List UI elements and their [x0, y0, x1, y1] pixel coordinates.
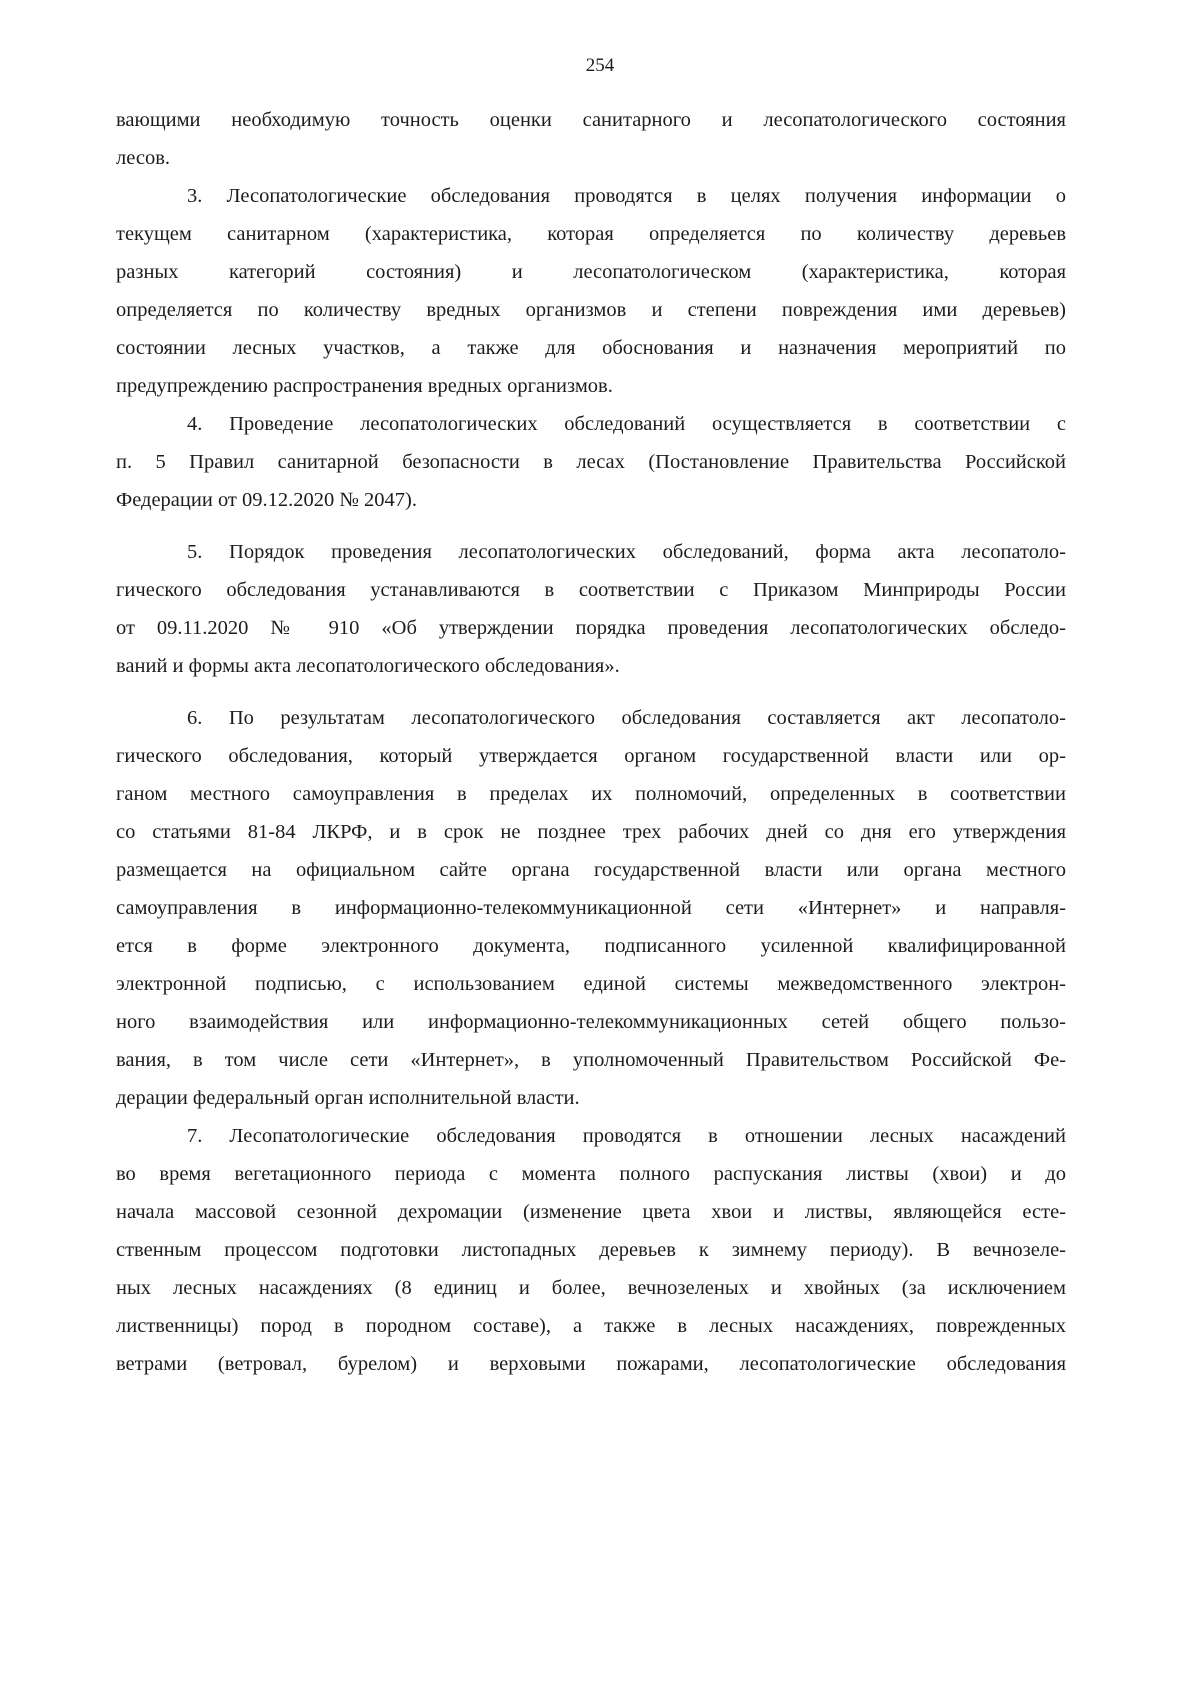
text-line: во время вегетационного периода с момента полного распускания листвы (хвои) и до	[116, 1163, 1066, 1185]
text-line: вающими необходимую точность оценки санитарного и лесопатологического состояния	[116, 109, 1066, 131]
text-line: гического обследования, который утверждается органом государственной власти или ор-	[116, 745, 1066, 767]
text-line: начала массовой сезонной дехромации (изменение цвета хвои и листвы, являющейся есте-	[116, 1201, 1066, 1223]
text-line: разных категорий состояния) и лесопатологическом (характеристика, которая	[116, 261, 1066, 283]
page-number: 254	[585, 55, 615, 76]
text-line: п. 5 Правил санитарной безопасности в лесах (Постановление Правительства Российской	[116, 451, 1066, 473]
text-line: ганом местного самоуправления в пределах их полномочий, определенных в соответствии	[116, 783, 1066, 805]
text-line: лесов.	[116, 147, 170, 169]
text-line: от 09.11.2020 № 910 «Об утверждении порядка проведения лесопатологических обследо-	[116, 617, 1066, 639]
text-line: размещается на официальном сайте органа государственной власти или органа местного	[116, 859, 1066, 881]
text-line: текущем санитарном (характеристика, которая определяется по количеству деревьев	[116, 223, 1066, 245]
text-line: ственным процессом подготовки листопадных деревьев к зимнему периоду). В вечнозеле-	[116, 1239, 1066, 1261]
text-line: определяется по количеству вредных организмов и степени повреждения ими деревьев)	[116, 299, 1066, 321]
text-line: Федерации от 09.12.2020 № 2047).	[116, 489, 418, 511]
text-line: со статьями 81-84 ЛКРФ, и в срок не позднее трех рабочих дней со дня его утверждения	[116, 821, 1066, 843]
paragraph-4-start: 4. Проведение лесопатологических обследований осуществляется в соответствии с	[187, 413, 1066, 435]
text-line: электронной подписью, с использованием единой системы межведомственного электрон-	[116, 973, 1066, 995]
text-line: ветрами (ветровал, бурелом) и верховыми пожарами, лесопатологические обследования	[116, 1353, 1066, 1375]
text-line: предупреждению распространения вредных организмов.	[116, 375, 613, 397]
paragraph-6-start: 6. По результатам лесопатологического обследования составляется акт лесопатоло-	[187, 707, 1066, 729]
text-line: ваний и формы акта лесопатологического обследования».	[116, 655, 620, 677]
paragraph-7-start: 7. Лесопатологические обследования проводятся в отношении лесных насаждений	[187, 1125, 1066, 1147]
paragraph-5-start: 5. Порядок проведения лесопатологических обследований, форма акта лесопатоло-	[187, 541, 1066, 563]
text-line: ных лесных насаждениях (8 единиц и более, вечнозеленых и хвойных (за исключением	[116, 1277, 1066, 1299]
text-line: самоуправления в информационно-телекоммуникационной сети «Интернет» и направля-	[116, 897, 1066, 919]
text-line: гического обследования устанавливаются в соответствии с Приказом Минприроды России	[116, 579, 1066, 601]
text-line: состоянии лесных участков, а также для обоснования и назначения мероприятий по	[116, 337, 1066, 359]
text-line: дерации федеральный орган исполнительной власти.	[116, 1087, 580, 1109]
text-line: ется в форме электронного документа, подписанного усиленной квалифицированной	[116, 935, 1066, 957]
paragraph-3-start: 3. Лесопатологические обследования проводятся в целях получения информации о	[187, 185, 1066, 207]
text-line: вания, в том числе сети «Интернет», в уполномоченный Правительством Российской Фе-	[116, 1049, 1066, 1071]
text-line: ного взаимодействия или информационно-телекоммуникационных сетей общего пользо-	[116, 1011, 1066, 1033]
text-line: лиственницы) пород в породном составе), а также в лесных насаждениях, поврежденных	[116, 1315, 1066, 1337]
